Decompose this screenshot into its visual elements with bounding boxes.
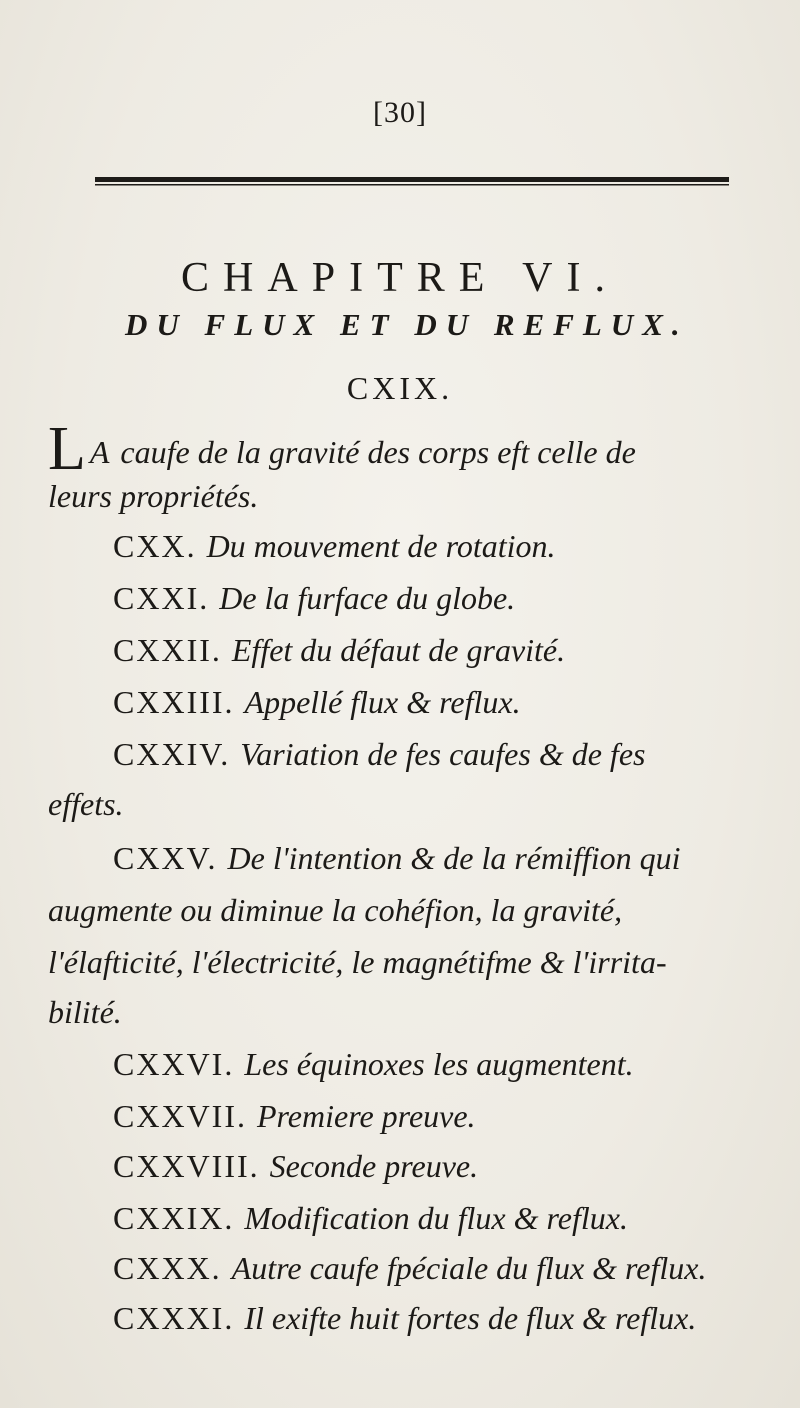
text-line: effets. (48, 786, 124, 822)
list-item (113, 632, 565, 669)
page-number: [30] (373, 96, 427, 129)
text-line: l'élafticité, l'électricité, le magnétifme & l'irrita- (48, 944, 667, 980)
text-line: Modification du flux & reflux. (244, 1200, 628, 1236)
list-item (113, 684, 521, 721)
article-number: CXXII. (113, 632, 222, 668)
drop-cap: L (48, 415, 86, 483)
text-line: Variation de fes caufes & de fes (240, 736, 646, 772)
list-item (113, 1148, 478, 1185)
list-item (113, 1250, 706, 1287)
article-number: CXXIV. (113, 736, 231, 772)
text-line: Effet du défaut de gravité. (231, 632, 566, 668)
text-line: Il exifte huit fortes de flux & reflux. (244, 1300, 697, 1336)
first-word: A (89, 434, 113, 470)
list-item (113, 1200, 628, 1237)
article-number: CXXXI. (113, 1300, 235, 1336)
text-line: De la furface du globe. (219, 580, 516, 616)
text-line: De l'intention & de la rémiffion qui (227, 840, 681, 876)
first-article-line-1 (48, 415, 636, 483)
list-item (113, 580, 515, 617)
article-number: CXXI. (113, 580, 210, 616)
text-line: Premiere preuve. (256, 1098, 476, 1134)
article-number: CXXV. (113, 840, 218, 876)
list-item (113, 528, 556, 565)
article-number: CXXVI. (113, 1046, 235, 1082)
list-item (113, 736, 645, 773)
text-line: Les équinoxes les augmentent. (244, 1046, 634, 1082)
text-line: Seconde preuve. (269, 1148, 479, 1184)
first-article-line-2: leurs propriétés. (48, 478, 259, 514)
article-number: CXXIX. (113, 1200, 235, 1236)
text-line: caufe de la gravité des corps eft celle de (120, 434, 636, 470)
text-line: Appellé flux & reflux. (244, 684, 521, 720)
text-line: augmente ou diminue la cohéfion, la gravité, (48, 892, 623, 928)
article-number: CXX. (113, 528, 197, 564)
article-heading: CXIX. (346, 370, 454, 406)
list-item (113, 1046, 634, 1083)
list-item (113, 840, 681, 877)
article-number: CXXX. (113, 1250, 222, 1286)
text-line: bilité. (48, 994, 122, 1030)
article-number: CXXVIII. (113, 1148, 260, 1184)
article-number: CXXVII. (113, 1098, 247, 1134)
section-title: DU FLUX ET DU REFLUX. (125, 307, 689, 342)
list-item (113, 1300, 696, 1337)
list-item (113, 1098, 476, 1135)
chapter-title: CHAPITRE VI. (181, 255, 619, 302)
article-number: CXXIII. (113, 684, 235, 720)
text-line: Autre caufe fpéciale du flux & reflux. (231, 1250, 707, 1286)
text-line: Du mouvement de rotation. (206, 528, 556, 564)
